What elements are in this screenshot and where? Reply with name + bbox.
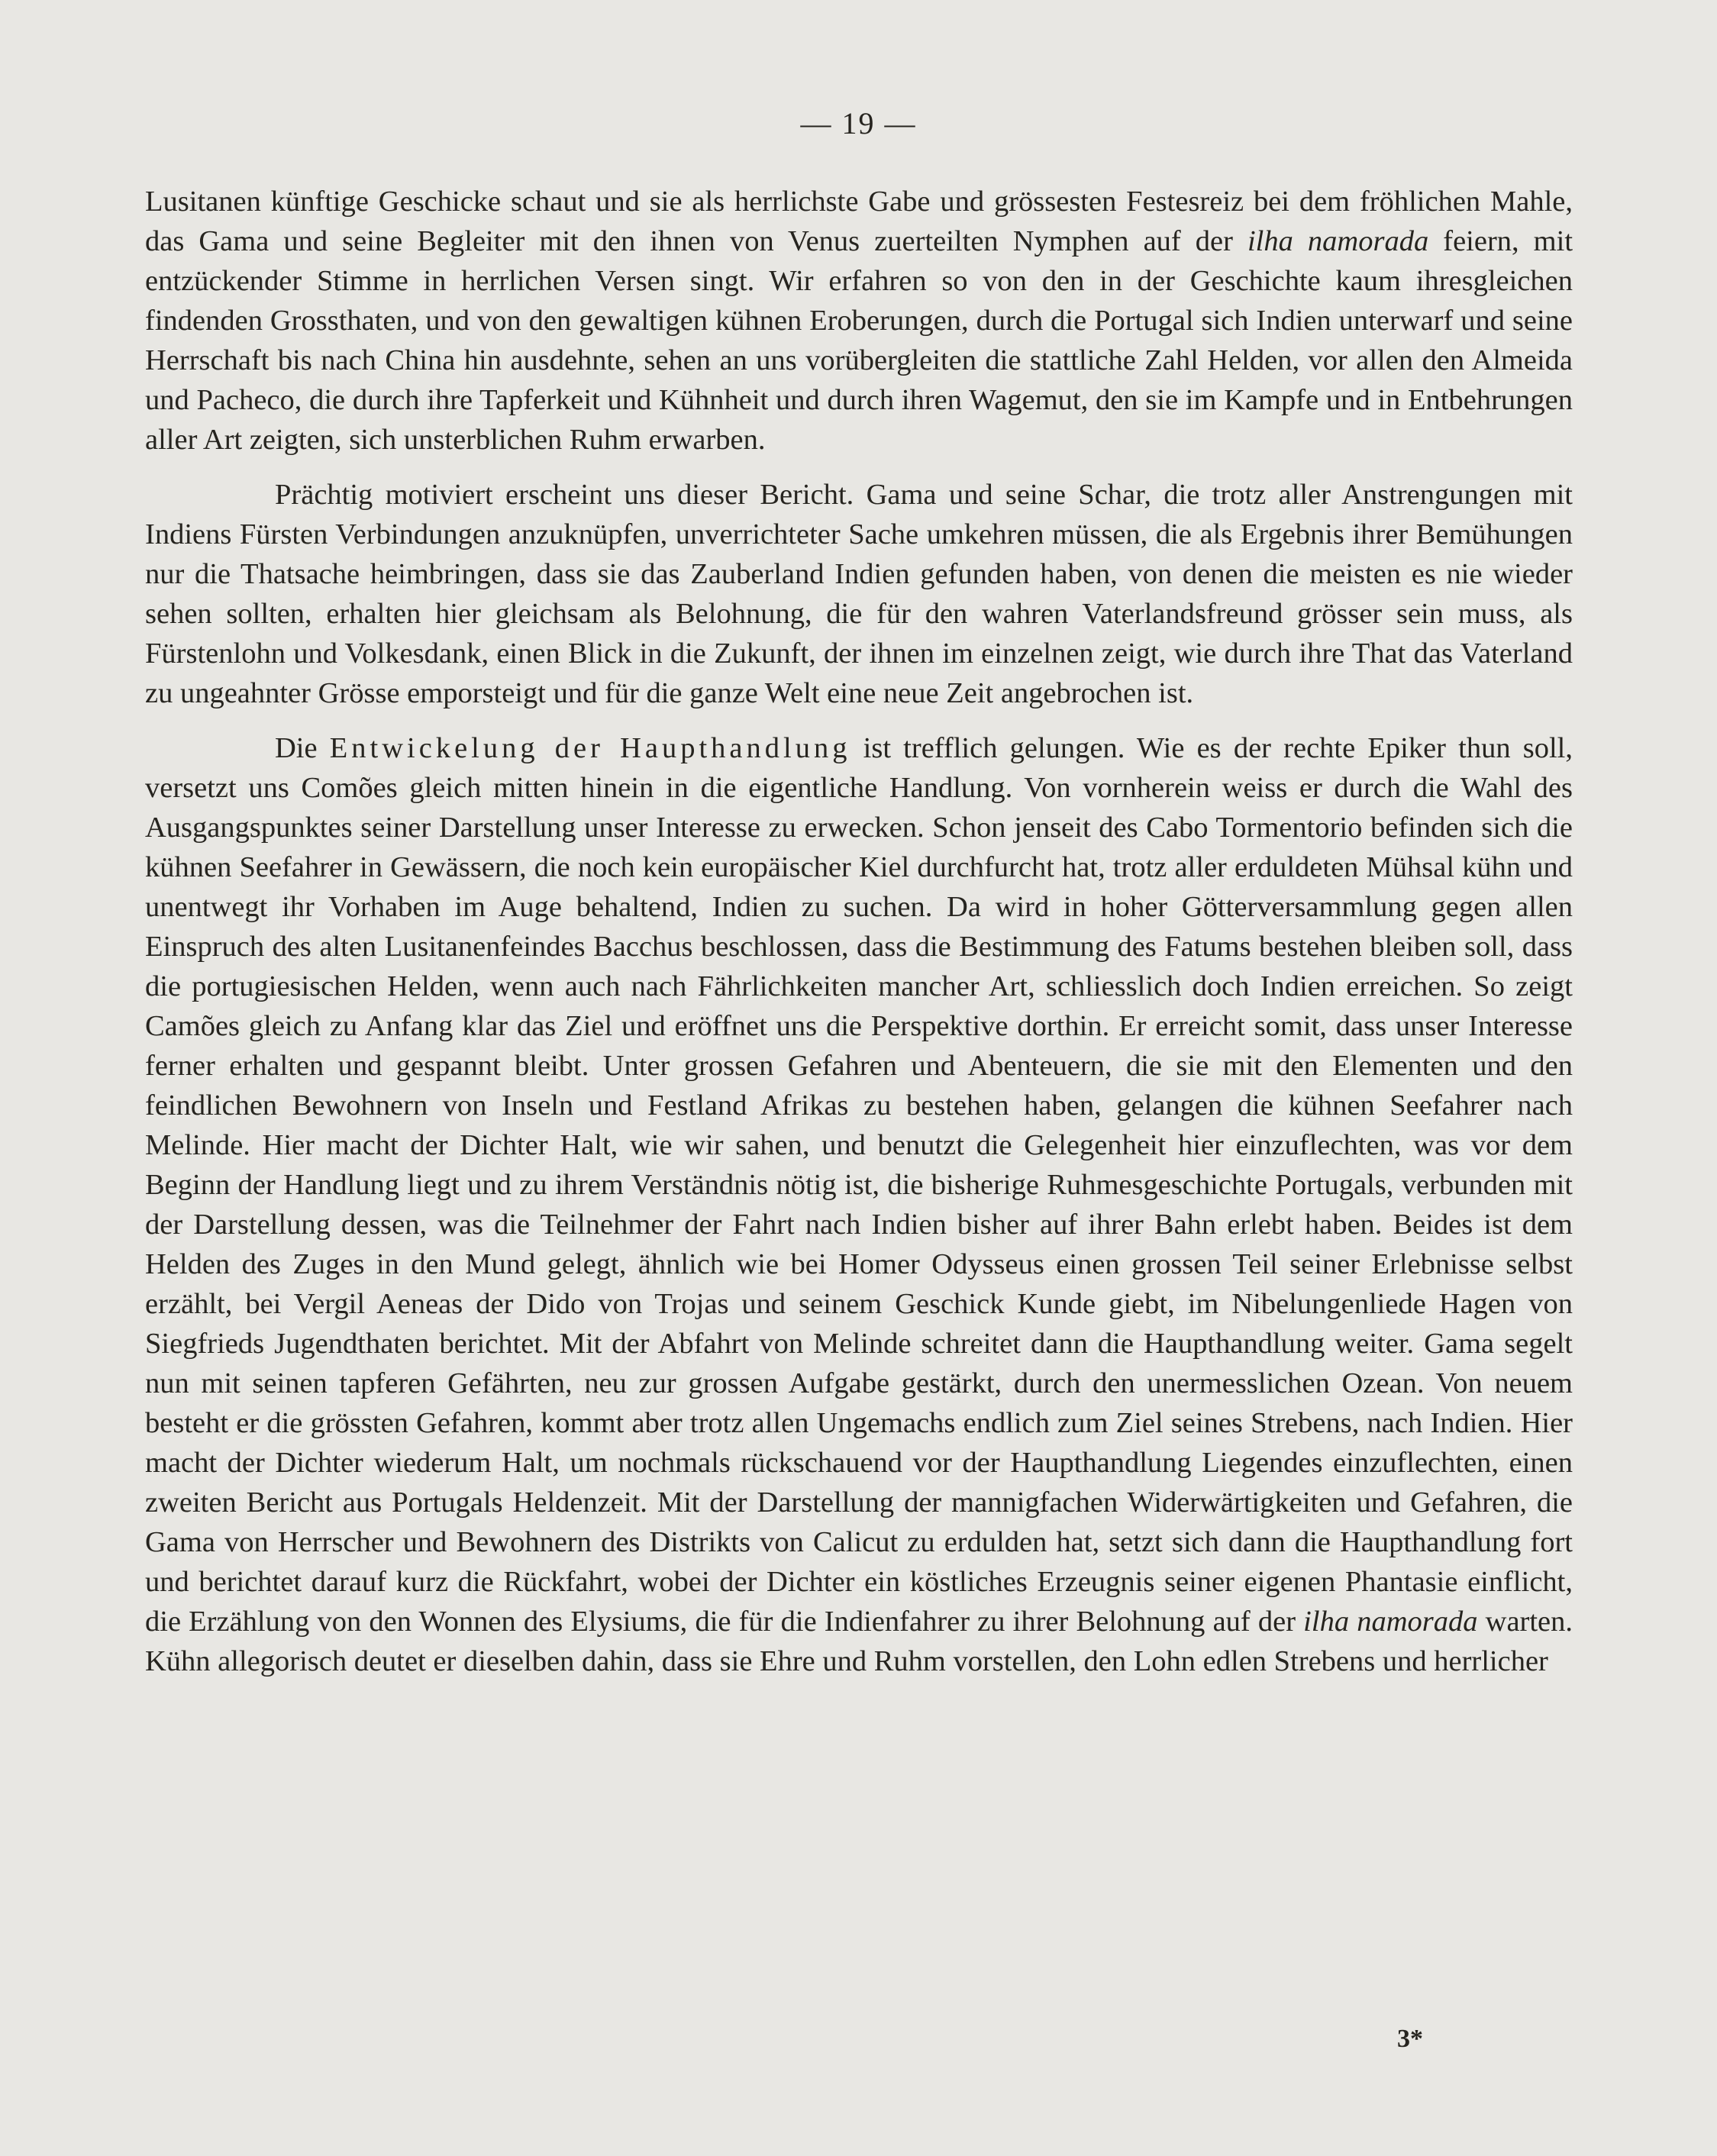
signature-mark: 3*: [1397, 2025, 1423, 2053]
paragraph-1-text: Lusitanen künftige Geschicke schaut und sie als herrlichste Gabe und grössesten Festesreiz bei dem fröhlichen Mahle, das Gama und seine Begleiter mit den ihnen von Venus zuerteilten Nymphen auf der: [145, 186, 1573, 257]
paragraph-3-lead: Die: [275, 732, 318, 764]
paragraph-3-emphasis: Entwickelung der Haupthandlung: [329, 732, 851, 764]
paragraph-3-continuation: warten. Kühn allegorisch deutet er dieselben dahin, dass sie Ehre und Ruhm vorstellen, den Lohn edlen Strebens und herrlicher: [145, 1606, 1573, 1677]
paragraph-3: [145, 728, 1573, 1681]
paragraph-2: Prächtig motiviert erscheint uns dieser Bericht. Gama und seine Schar, die trotz aller Anstrengungen mit Indiens Fürsten Verbindungen anzuknüpfen, unverrichteter Sache umkehren müssen, die als Ergebnis ihrer Bemühungen nur die Thatsache heimbringen, dass sie das Zauberland Indien gefunden haben, von denen die meisten es nie wieder sehen sollten, erhalten hier gleichsam als Belohnung, die für den wahren Vaterlandsfreund grösser sein muss, als Fürstenlohn und Volkesdank, einen Blick in die Zukunft, der ihnen im einzelnen zeigt, wie durch ihre That das Vaterland zu ungeahnter Grösse emporsteigt und für die ganze Welt eine neue Zeit angebrochen ist.: [145, 479, 1573, 709]
page-number: — 19 —: [800, 106, 917, 140]
paragraph-1-continuation: feiern, mit entzückender Stimme in herrlichen Versen singt. Wir erfahren so von den in der Geschichte kaum ihresgleichen findenden Grossthaten, und von den gewaltigen kühnen Eroberungen, durch die Portugal sich Indien unterwarf und seine Herrschaft bis nach China hin ausdehnte, sehen an uns vorübergleiten die stattliche Zahl Helden, vor allen den Almeida und Pacheco, die durch ihre Tapferkeit und Kühnheit und durch ihren Wagemut, den sie im Kampfe und in Entbehrungen aller Art zeigten, sich unsterblichen Ruhm erwarben.: [145, 225, 1573, 456]
paragraph-3-text: ist trefflich gelungen. Wie es der rechte Epiker thun soll, versetzt uns Comões gleich mitten hinein in die eigentliche Handlung. Von vornherein weiss er durch die Wahl des Ausgangspunktes seiner Darstellung unser Interesse zu erwecken. Schon jenseit des Cabo Tormentorio befinden sich die kühnen Seefahrer in Gewässern, die noch kein europäischer Kiel durchfurcht hat, trotz aller erduldeten Mühsal kühn und unentwegt ihr Vorhaben im Auge behaltend, Indien zu suchen. Da wird in hoher Götterversammlung gegen allen Einspruch des alten Lusitanenfeindes Bacchus beschlossen, dass die Bestimmung des Fatums bestehen bleiben soll, dass die portugiesischen Helden, wenn auch nach Fährlichkeiten mancher Art, schliesslich doch Indien erreichen. So zeigt Camões gleich zu Anfang klar das Ziel und eröffnet uns die Perspektive dorthin. Er erreicht somit, dass unser Interesse ferner erhalten und gespannt bleibt. Unter grossen Gefahren und Abenteuern, die sie mit den Elementen und den feindlichen Bewohnern von Inseln und Festland Afrikas zu bestehen haben, gelangen die kühnen Seefahrer nach Melinde. Hier macht der Dichter Halt, wie wir sahen, und benutzt die Gelegenheit hier einzuflechten, was vor dem Beginn der Handlung liegt und zu ihrem Verständnis nötig ist, die bisherige Ruhmesgeschichte Portugals, verbunden mit der Darstellung dessen, was die Teilnehmer der Fahrt nach Indien bisher auf ihrer Bahn erlebt haben. Beides ist dem Helden des Zuges in den Mund gelegt, ähnlich wie bei Homer Odysseus einen grossen Teil seiner Erlebnisse selbst erzählt, bei Vergil Aeneas der Dido von Trojas und seinem Geschick Kunde giebt, im Nibelungenliede Hagen von Siegfrieds Jugendthaten berichtet. Mit der Abfahrt von Melinde schreitet dann die Haupthandlung weiter. Gama segelt nun mit seinen tapferen Gefährten, neu zur grossen Aufgabe gestärkt, durch den unermesslichen Ozean. Von neuem besteht er die grössten Gefahren, kommt aber trotz allen Ungemachs endlich zum Ziel seines Strebens, nach Indien. Hier macht der Dichter wiederum Halt, um nochmals rückschauend vor der Haupthandlung Liegendes einzuflechten, einen zweiten Bericht aus Portugals Heldenzeit. Mit der Darstellung der mannigfachen Widerwärtigkeiten und Gefahren, die Gama von Herrscher und Bewohnern des Distrikts von Calicut zu erdulden hat, setzt sich dann die Haupthandlung fort und berichtet darauf kurz die Rückfahrt, wobei der Dichter ein köstliches Erzeugnis seiner eigenen Phantasie einflicht, die Erzählung von den Wonnen des Elysiums, die für die Indienfahrer zu ihrer Belohnung auf der: [145, 732, 1573, 1638]
paragraph-1-italic: ilha namorada: [1247, 225, 1429, 257]
paragraph-3-italic: ilha namorada: [1303, 1606, 1478, 1638]
body-text: [145, 182, 1573, 1681]
paragraph-1: [145, 182, 1573, 460]
